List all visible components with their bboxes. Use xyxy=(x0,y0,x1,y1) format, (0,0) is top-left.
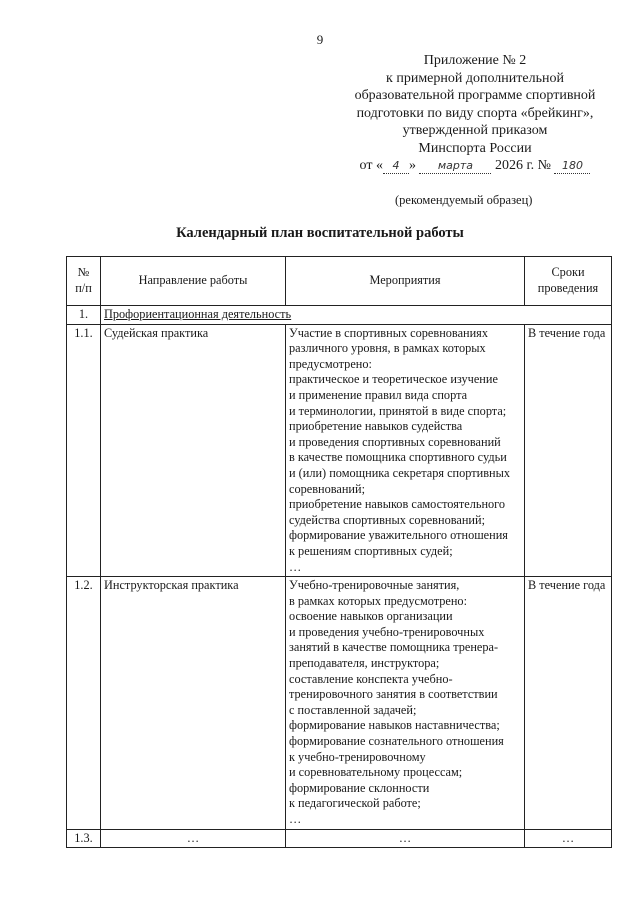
table-row xyxy=(67,324,612,577)
row-terms: … xyxy=(525,829,612,848)
row-events: … xyxy=(286,829,525,848)
sample-note: (рекомендуемый образец) xyxy=(395,193,533,207)
date-year-number: 2026 г. № xyxy=(494,158,551,173)
page-number: 9 xyxy=(316,32,324,47)
table-row xyxy=(67,577,612,830)
section-row xyxy=(67,306,612,325)
row-direction: … xyxy=(101,829,286,848)
row-events: Участие в спортивных соревнованиях различного уровня, в рамках которых предусмотрено: практическое и теоретическое изучение и применение правил вида спорта и терминологии, принятой в виде спорта; приобретение навыков судейства и проведения спортивных соревнований в качестве помощника спортивного судьи и (или) помощника секретаря спортивных соревнований; приобретение навыков самостоятельного судейства спортивных соревнований; формирование уважительного отношения к решениям спортивных судей; … xyxy=(286,324,525,577)
row-direction: Инструкторская практика xyxy=(101,577,286,830)
date-prefix: от « xyxy=(359,158,383,173)
header-events: Мероприятия xyxy=(286,257,525,306)
handwritten-month: марта xyxy=(419,159,491,174)
appendix-line: подготовки по виду спорта «брейкинг», xyxy=(356,105,594,121)
date-day-close: » xyxy=(408,158,416,173)
row-direction: Судейская практика xyxy=(101,324,286,577)
handwritten-order-number: 180 xyxy=(554,159,590,174)
section-num: 1. xyxy=(67,306,101,325)
document-title: Календарный план воспитательной работы xyxy=(176,225,464,241)
header-terms: Сроки проведения xyxy=(525,257,612,306)
appendix-line: образовательной программе спортивной xyxy=(354,88,596,103)
row-num: 1.1. xyxy=(67,324,101,577)
section-title: Профориентационная деятельность xyxy=(101,306,612,325)
row-num: 1.2. xyxy=(67,577,101,830)
appendix-line: к примерной дополнительной xyxy=(386,70,564,86)
appendix-block xyxy=(315,52,635,175)
row-terms: В течение года xyxy=(525,324,612,577)
plan-table xyxy=(66,256,612,848)
table-header-row xyxy=(67,257,612,306)
appendix-date-line xyxy=(315,157,635,175)
row-terms: В течение года xyxy=(525,577,612,830)
appendix-line: Приложение № 2 xyxy=(423,53,527,68)
header-direction: Направление работы xyxy=(101,257,286,306)
row-events: Учебно-тренировочные занятия, в рамках которых предусмотрено: освоение навыков организации и проведения учебно-тренировочных занятий в качестве помощника тренера- преподавателя, инструктора; составление конспекта учебно- тренировочного занятия в соответствии с поставленной задачей; формирование навыков наставничества; формирование сознательного отношения к учебно-тренировочному и соревновательному процессам; формирование склонности к педагогической работе; … xyxy=(286,577,525,830)
header-num: № п/п xyxy=(67,257,101,306)
handwritten-day: 4 xyxy=(383,159,409,174)
appendix-line: Минспорта России xyxy=(418,140,532,156)
row-num: 1.3. xyxy=(67,829,101,848)
appendix-line: утвержденной приказом xyxy=(402,123,548,138)
table-row xyxy=(67,829,612,848)
